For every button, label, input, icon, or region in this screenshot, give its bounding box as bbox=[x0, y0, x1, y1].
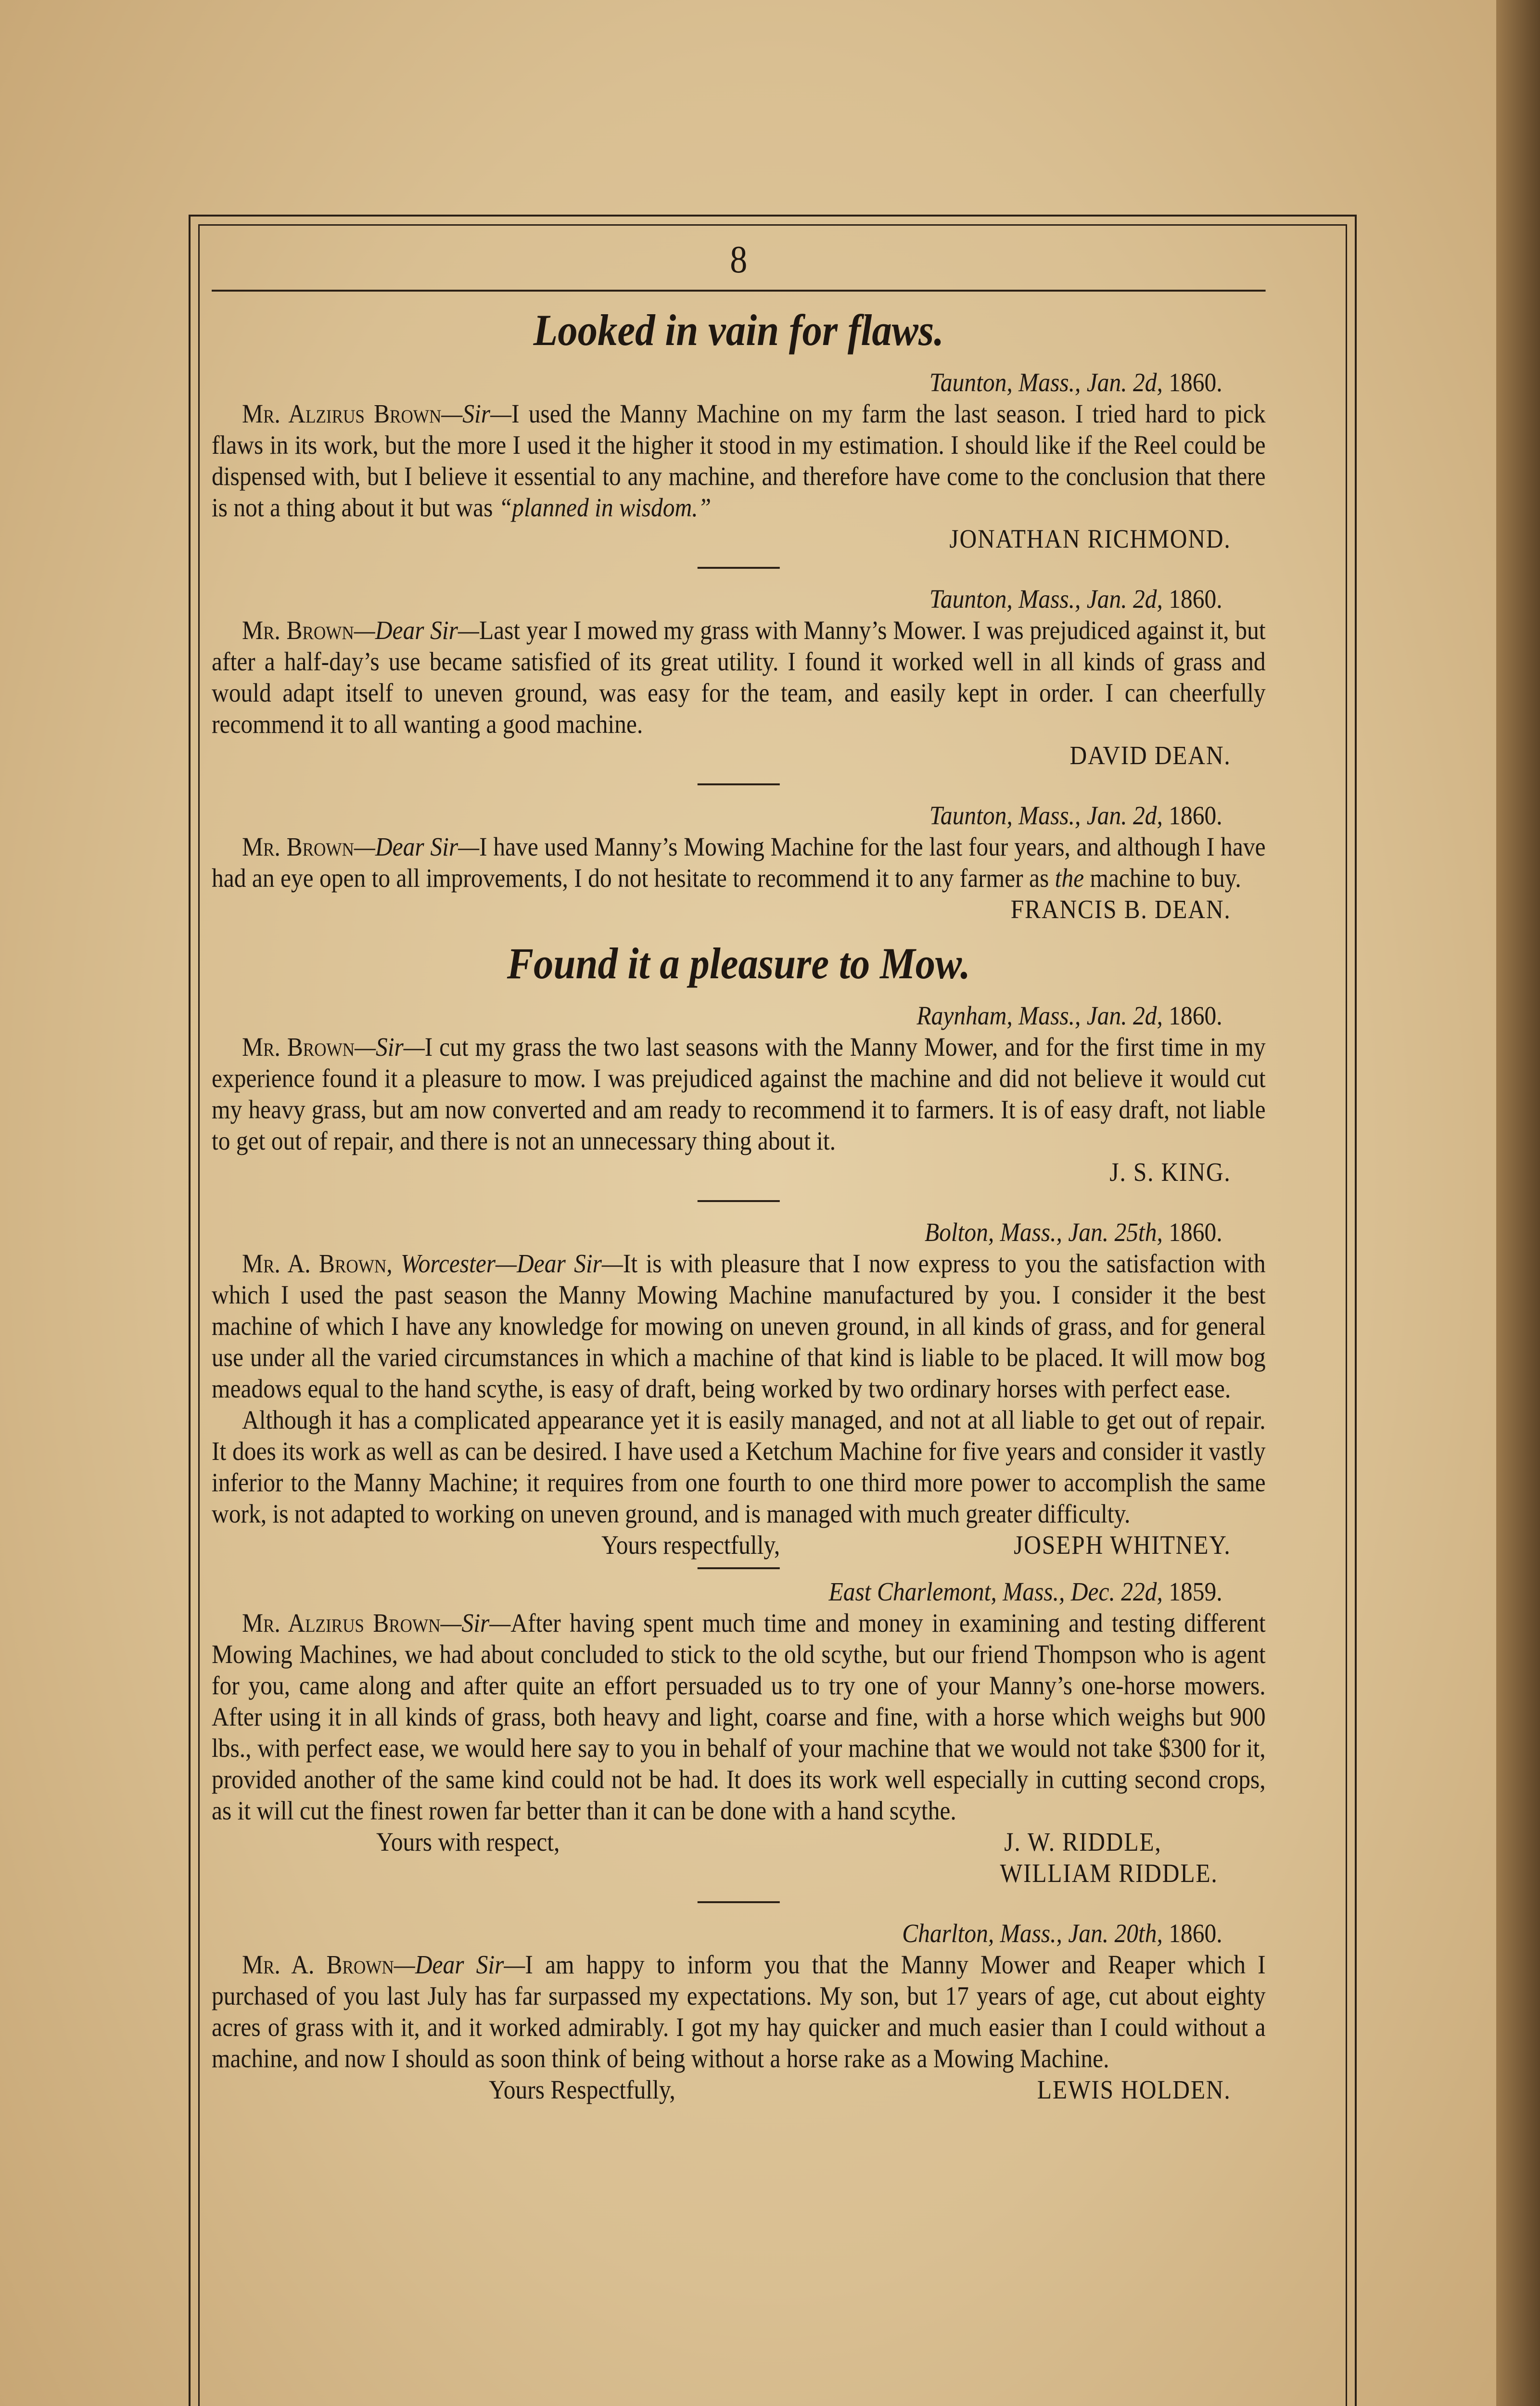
letter-richmond bbox=[212, 367, 1266, 554]
dateline bbox=[212, 583, 1266, 614]
salutation: —Sir— bbox=[441, 399, 512, 428]
letter-body bbox=[212, 1248, 1266, 1404]
signature: FRANCIS B. DEAN. bbox=[1010, 895, 1231, 924]
dateline bbox=[212, 1000, 1266, 1031]
dateline-place: East Charlemont, Mass., Dec. 22d, bbox=[828, 1577, 1163, 1606]
letter-text: I am happy to inform you that the Manny Mower and Reaper which I purchased of you last July has far surpassed my expectations. My son, but 17 years of age, cut about eighty acres of grass with it, and it worked admirably. I got my hay quicker and much easier than I could without a machine, and now I should as soon think of being without a horse rake as a Mowing Machine. bbox=[212, 1950, 1266, 2073]
separator-rule bbox=[698, 1200, 780, 1202]
separator-rule bbox=[698, 1901, 780, 1903]
salutation: —Sir— bbox=[440, 1608, 511, 1638]
dateline-place: Bolton, Mass., Jan. 25th, bbox=[924, 1217, 1163, 1247]
closing: Yours respectfully, bbox=[601, 1530, 780, 1560]
letter-body bbox=[212, 398, 1266, 523]
salutation: —Dear Sir— bbox=[354, 832, 480, 861]
letter-text: I used the Manny Machine on my farm the last season. I tried hard to pick flaws in its work, but the more I used it the higher it stood in my estimation. I should like if the Reel could be dispensed with, but I believe it essential to any machine, and therefore have come to the conclusion that there is not a thing about it but was bbox=[212, 399, 1266, 522]
signature: J. W. RIDDLE, bbox=[1004, 1827, 1162, 1856]
dateline bbox=[212, 1216, 1266, 1248]
salutation-name: Mr. Brown bbox=[242, 832, 354, 861]
letter-david-dean bbox=[212, 583, 1266, 771]
letter-text: After having spent much time and money in examining and testing different Mowing Machines, we had about concluded to stick to the old scythe, but our friend Thompson who is agent for you, came along and after quite an effort persuaded us to try one of your Manny’s one-horse mowers. After using it in all kinds of grass, both heavy and light, coarse and fine, with a horse which weighs but 900 lbs., with perfect ease, we would here say to you in behalf of your machine that we would not take $300 for it, provided another of the same kind could not be had. It does its work well especially in cutting second crops, as it will cut the finest rowen far better than it can be done with a hand scythe. bbox=[212, 1608, 1266, 1825]
letter-body bbox=[212, 1949, 1266, 2074]
separator-rule bbox=[698, 783, 780, 785]
closing-row bbox=[212, 1826, 1266, 1857]
letter-francis-dean bbox=[212, 800, 1266, 925]
signature: LEWIS HOLDEN. bbox=[1037, 2075, 1231, 2104]
dateline-year: 1860. bbox=[1169, 1217, 1222, 1247]
letter-body-2 bbox=[212, 1404, 1266, 1529]
letter-whitney bbox=[212, 1216, 1266, 1561]
dateline bbox=[212, 367, 1266, 398]
letter-text: Last year I mowed my grass with Manny’s Mower. I was prejudiced against it, but after a half-day’s use became satisfied of its great utility. I found it worked well in all kinds of grass and would adapt itself to uneven ground, was easy for the team, and easily kept in order. I can cheerfully recommend it to all wanting a good machine. bbox=[212, 615, 1266, 739]
signature: J. S. KING. bbox=[1109, 1157, 1231, 1187]
salutation-name: Mr. Brown bbox=[242, 1032, 355, 1062]
page-number: 8 bbox=[730, 239, 748, 281]
closing-row bbox=[212, 2074, 1266, 2105]
dateline-place: Raynham, Mass., Jan. 2d, bbox=[916, 1001, 1163, 1030]
dateline-place: Taunton, Mass., Jan. 2d, bbox=[929, 801, 1163, 830]
salutation-name: Mr. Brown bbox=[242, 615, 354, 645]
letter-emphasis: the bbox=[1055, 863, 1084, 893]
dateline-place: Taunton, Mass., Jan. 2d, bbox=[929, 368, 1163, 397]
dateline-year: 1859. bbox=[1169, 1577, 1222, 1606]
dateline-year: 1860. bbox=[1169, 584, 1222, 614]
letter-text: Although it has a complicated appearance yet it is easily managed, and not at all liable to get out of repair. It does its work as well as can be desired. I have used a Ketchum Machine for five years and consider it vastly inferior to the Manny Machine; it requires from one fourth to one third more power to accomplish the same work, is not adapted to working on uneven ground, and is managed with much greater difficulty. bbox=[212, 1405, 1266, 1528]
dateline-year: 1860. bbox=[1169, 1001, 1222, 1030]
dateline-place: Taunton, Mass., Jan. 2d, bbox=[929, 584, 1163, 614]
letter-text: I have used Manny’s Mowing Machine for the last four years, and although I have had an eye open to all improvements, I do not hesitate to recommend it to any farmer as bbox=[212, 832, 1266, 893]
salutation: —Dear Sir— bbox=[354, 615, 479, 645]
letter-body bbox=[212, 831, 1266, 894]
letter-body bbox=[212, 1607, 1266, 1826]
letter-king bbox=[212, 1000, 1266, 1188]
letter-text: It is with pleasure that I now express to you the satisfaction with which I used the past season the Manny Mowing Machine manufactured by you. I consider it the best machine of which I have any knowledge for mowing on uneven ground, in all kinds of grass, and for general use under all the varied circumstances in which a machine of that kind is liable to be placed. It will mow bog meadows equal to the hand scythe, is easy of draft, being worked by two ordinary horses with perfect ease. bbox=[212, 1249, 1266, 1403]
separator-rule bbox=[698, 1567, 780, 1569]
section-title-pleasure: Found it a pleasure to Mow. bbox=[507, 939, 970, 988]
letter-text: I cut my grass the two last seasons with the Manny Mower, and for the first time in my experience found it a pleasure to mow. I was prejudiced against the machine and did not believe it would cut my heavy grass, but am now converted and am ready to recommend it to farmers. It is of easy draft, not liable to get out of repair, and there is not an unnecessary thing about it. bbox=[212, 1032, 1266, 1155]
salutation: —Dear Sir— bbox=[394, 1950, 525, 1979]
header-rule bbox=[212, 290, 1266, 292]
salutation-name: Mr. Alzirus Brown bbox=[242, 1608, 441, 1638]
dateline-year: 1860. bbox=[1169, 801, 1222, 830]
letter-holden bbox=[212, 1918, 1266, 2105]
closing-row bbox=[212, 1529, 1266, 1561]
salutation: , Worcester—Dear Sir— bbox=[386, 1249, 623, 1278]
dateline-year: 1860. bbox=[1169, 1919, 1222, 1948]
section-title-flaws: Looked in vain for flaws. bbox=[533, 306, 944, 355]
closing: Yours with respect, bbox=[376, 1827, 560, 1856]
page-content bbox=[212, 231, 1266, 2406]
salutation-name: Mr. A. Brown bbox=[242, 1249, 387, 1278]
closing: Yours Respectfully, bbox=[489, 2075, 675, 2104]
signature: DAVID DEAN. bbox=[1069, 741, 1231, 770]
dateline bbox=[212, 800, 1266, 831]
dateline-place: Charlton, Mass., Jan. 20th, bbox=[902, 1919, 1163, 1948]
signature-second: WILLIAM RIDDLE. bbox=[1000, 1858, 1218, 1888]
salutation: —Sir— bbox=[354, 1032, 425, 1062]
letter-body bbox=[212, 1031, 1266, 1156]
dateline bbox=[212, 1918, 1266, 1949]
signature: JOSEPH WHITNEY. bbox=[1014, 1530, 1231, 1560]
letter-body bbox=[212, 614, 1266, 740]
letter-quote: “planned in wisdom.” bbox=[498, 493, 712, 522]
book-spine-edge bbox=[1496, 0, 1540, 2406]
salutation-name: Mr. Alzirus Brown bbox=[242, 399, 442, 428]
letter-riddle bbox=[212, 1576, 1266, 1889]
letter-text-end: machine to buy. bbox=[1084, 863, 1241, 893]
dateline-year: 1860. bbox=[1169, 368, 1222, 397]
signature: JONATHAN RICHMOND. bbox=[949, 524, 1231, 553]
salutation-name: Mr. A. Brown bbox=[242, 1950, 394, 1979]
separator-rule bbox=[698, 567, 780, 569]
dateline bbox=[212, 1576, 1266, 1607]
